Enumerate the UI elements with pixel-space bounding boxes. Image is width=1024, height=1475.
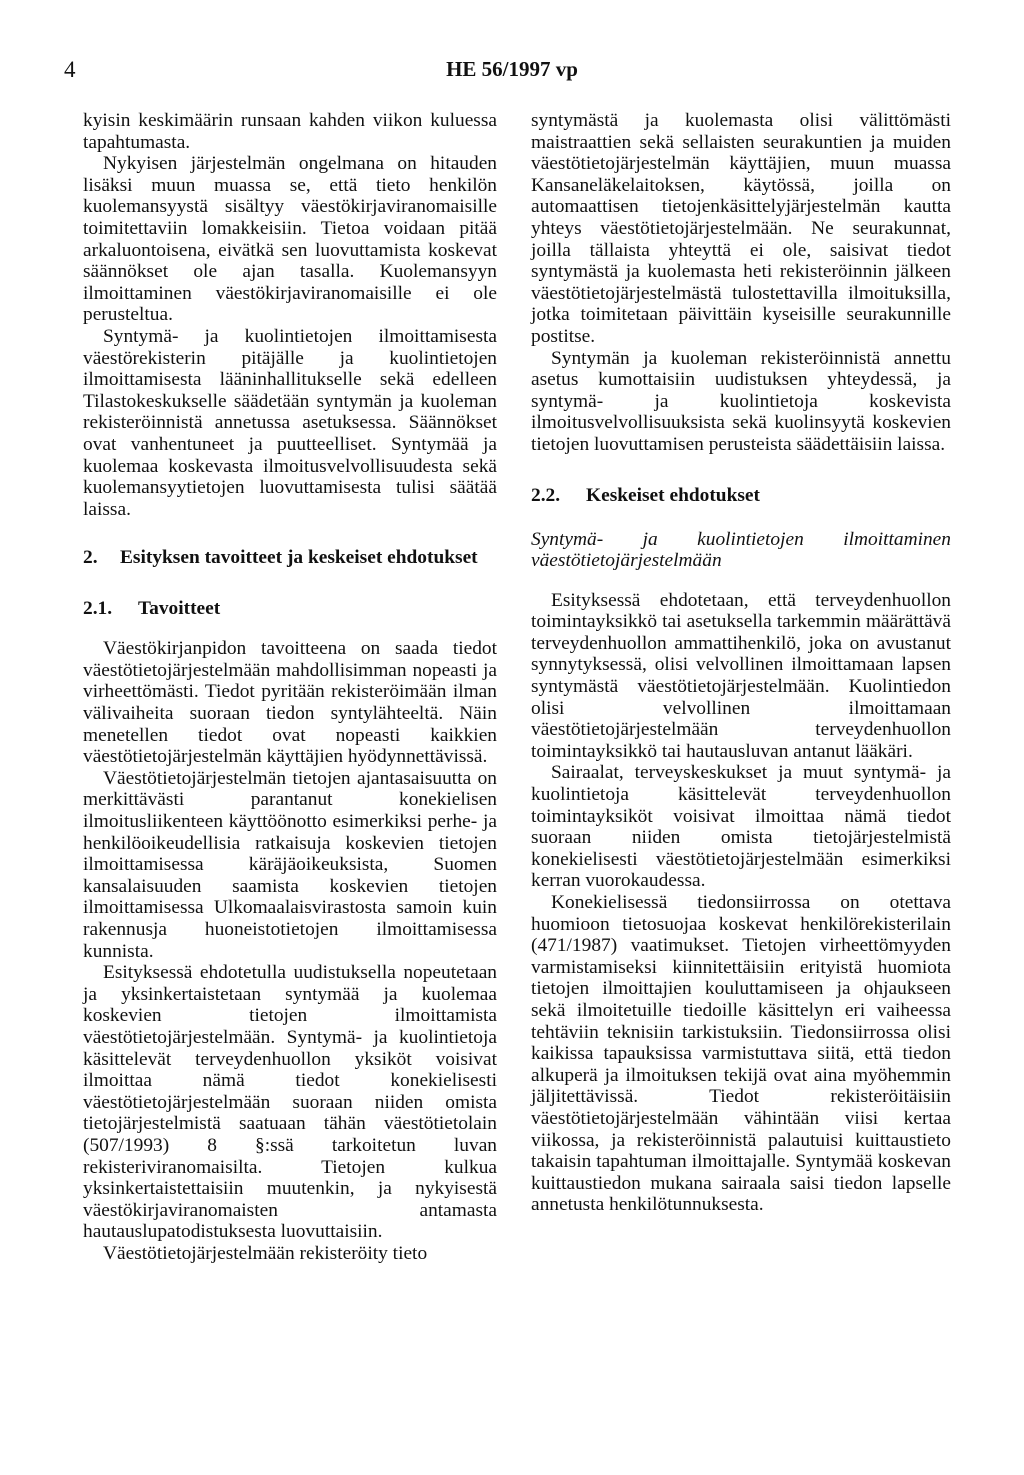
paragraph: Esityksessä ehdotetulla uudistuksella nopeutetaan ja yksinkertaistetaan syntymää ja kuolemaa koskevien tietojen ilmoittamista väestötietojärjestelmään. Syntymä- ja kuolintietoja käsittelevät terveydenhuollon yksiköt voisivat ilmoittaa nämä tiedot konekielisesti väestötietojärjestelmään suoraan niiden omista tietojärjestelmistä saatuaan tähän väestötietolain (507/1993) 8 §:ssä tarkoitetun luvan rekisteriviranomaisilta. Tietojen kulkua yksinkertaistettaisiin muutenkin, ja nykyisestä väestökirjaviranomaisten antamasta hautauslupatodistuksesta luovuttaisiin. — [83, 962, 497, 1243]
section-title: Tavoitteet — [138, 598, 221, 620]
section-heading-2-1 — [83, 597, 497, 620]
section-number: 2. — [83, 547, 98, 569]
paragraph: Väestötietojärjestelmään rekisteröity tieto — [103, 1242, 428, 1264]
paragraph: Konekielisessä tiedonsiirrossa on otettava huomioon tietosuojaa koskevat henkilörekisterilain (471/1987) vaatimukset. Tietojen virheettömyyden varmistamiseksi kiinnitettäisiin erityistä huomiota tietojen ilmoittajien kouluttamiseen ja ohjaukseen sekä ilmoitetuille tiedoille käsittelyn eri vaiheessa tehtäviin teknisiin tarkistuksiin. Tiedonsiirrossa olisi kaikissa tapauksissa varmistuttava siitä, että tiedon alkuperä ja ilmoituksen tekijä ovat aina myöhemmin jäljitettävissä. Tiedot rekisteröitäisiin väestötietojärjestelmään vähintään viisi kertaa viikossa, ja rekisteröinnistä palautuisi kuittaustieto takaisin tapahtuman ilmoittajalle. Syntymää koskevan kuittaustiedon mukana sairaala saisi tiedon lapselle annetusta henkilötunnuksesta. — [531, 892, 951, 1216]
section-title: Esityksen tavoitteet ja keskeiset ehdotukset — [120, 547, 478, 569]
paragraph: Väestökirjanpidon tavoitteena on saada tiedot väestötietojärjestelmään mahdollisimman nopeasti ja virheettömästi. Tiedot pyritään rekisteröimään ilman välivaiheita suoraan tiedon syntylähteeltä. Näin menetellen tiedot ovat nopeasti kaikkien väestötietojärjestelmän käyttäjien hyödynnettävissä. — [83, 638, 497, 768]
right-column — [531, 110, 951, 1216]
paragraph: Väestötietojärjestelmän tietojen ajantasaisuutta on merkittävästi parantanut konekielisen ilmoitusliikenteen käyttöönotto esimerkiksi perhe- ja henkilöoikeudellisia ratkaisuja koskevien tietojen ilmoittamisessa käräjäoikeuksista, Suomen kansalaisuuden saamista koskevien tietojen ilmoittamisessa Ulkomaalaisvirastosta samoin kuin rakennusja huoneistotietojen ilmoittamisessa kunnista. — [83, 767, 497, 962]
paragraph: Esityksessä ehdotetaan, että terveydenhuollon toimintayksikkö tai asetuksella tarkemmin määrättävä terveydenhuollon ammattihenkilö, joka on avustanut synnytyksessä, olisi velvollinen ilmoittamaan lapsen syntymästä väestötietojärjestelmään. Kuolintiedon olisi velvollinen ilmoittamaan väestötietojärjestelmään terveydenhuollon toimintayksikkö tai hautausluvan antanut lääkäri. — [531, 589, 951, 762]
page-number: 4 — [64, 57, 76, 82]
left-column — [83, 110, 497, 1265]
running-head: HE 56/1997 vp — [446, 57, 578, 81]
paragraph: Nykyisen järjestelmän ongelmana on hitauden lisäksi muun muassa se, että tieto henkilön kuolemansyystä sisältyy väestökirjaviranomaisille toimitettaviin lomakkeisiin. Tietoa voidaan pitää arkaluontoisena, eivätkä sen luovuttamista koskevat säännökset ole ajan tasalla. Kuolemansyyn ilmoittaminen väestökirjaviranomaisille ei ole perusteltua. — [83, 153, 497, 326]
section-number: 2.1. — [83, 598, 113, 620]
section-heading-2 — [83, 546, 497, 569]
paragraph: syntymästä ja kuolemasta olisi välittömästi maistraattien sekä sellaisten seurakuntien ja muiden väestötietojärjestelmän käyttäjien, muun muassa Kansaneläkelaitoksen, käytössä, joilla on automaattisen tietojenkäsittelyjärjestelmän kautta yhteys väestötietojärjestelmään. Ne seurakunnat, joilla tällaista yhteyttä ei ole, saisivat tiedot syntymästä ja kuolemasta heti rekisteröinnin jälkeen väestötietojärjestelmästä tulostettavilla ilmoituksilla, jotka toimitetaan päivittäin kyseisille seurakunnille postitse. — [531, 110, 951, 347]
section-number: 2.2. — [531, 484, 561, 506]
paragraph: Sairaalat, terveyskeskukset ja muut syntymä- ja kuolintietoja käsittelevät terveydenhuollon toimintayksiköt voisivat ilmoittaa nämä tiedot suoraan niiden omista tietojärjestelmistä konekielisesti väestötietojärjestelmään esimerkiksi kerran vuorokaudessa. — [531, 762, 951, 892]
paragraph: kyisin keskimäärin runsaan kahden viikon kuluessa tapahtumasta. — [83, 110, 497, 153]
section-title: Keskeiset ehdotukset — [586, 484, 760, 506]
section-heading-2-2 — [531, 484, 951, 507]
italic-subheading: Syntymä- ja kuolintietojen ilmoittaminen väestötietojärjestelmään — [531, 528, 951, 572]
paragraph: Syntymä- ja kuolintietojen ilmoittamisesta väestörekisterin pitäjälle ja kuolintietojen ilmoittamisesta lääninhallitukselle sekä edelleen Tilastokeskukselle säädetään syntymän ja kuoleman rekisteröinnistä annetussa asetuksessa. Säännökset ovat vanhentuneet ja puutteelliset. Syntymää ja kuolemaa koskevasta ilmoitusvelvollisuudesta sekä kuolemansyytietojen luovuttamisesta tulisi säätää laissa. — [83, 325, 497, 520]
paragraph: Syntymän ja kuoleman rekisteröinnistä annettu asetus kumottaisiin uudistuksen yhteydessä, ja syntymä- ja kuolintietoja koskevista ilmoitusvelvollisuuksista sekä kuolinsyytä koskevien tietojen luovuttamisen perusteista säädettäisiin laissa. — [531, 347, 951, 455]
